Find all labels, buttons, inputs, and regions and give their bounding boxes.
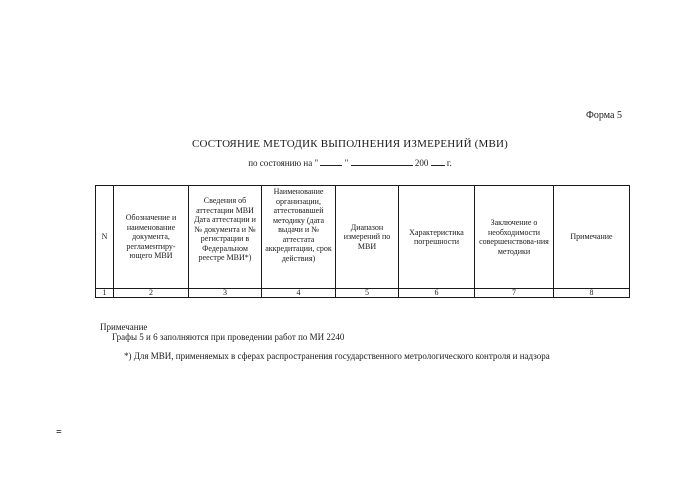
column-number: 4 xyxy=(262,289,336,298)
header-cell: Обозначение и наименование документа, регламентиру-ющего МВИ xyxy=(114,186,189,289)
form-label: Форма 5 xyxy=(586,110,622,121)
day-blank xyxy=(320,158,342,166)
column-number: 1 xyxy=(96,289,114,298)
as-of-quote: " xyxy=(344,158,349,168)
column-number: 7 xyxy=(475,289,554,298)
footnote: *) Для МВИ, применяемых в сферах распространения государственного метрологического контроля и надзора xyxy=(124,351,550,361)
as-of-prefix: по состоянию на " xyxy=(248,158,319,168)
month-blank xyxy=(351,158,413,166)
header-cell: Заключение о необходимости совершенствова-ния методики xyxy=(475,186,554,289)
header-cell: Характеристика погрешности xyxy=(399,186,475,289)
year-blank xyxy=(431,158,445,166)
header-cell: Сведения об аттестации МВИ Дата аттестации и № документа и № регистрации в Федеральном реестре МВИ*) xyxy=(189,186,262,289)
column-number: 6 xyxy=(399,289,475,298)
header-cell: Примечание xyxy=(554,186,630,289)
mvi-status-table xyxy=(95,185,630,298)
header-cell: N xyxy=(96,186,114,289)
column-number: 3 xyxy=(189,289,262,298)
as-of-date-line xyxy=(0,158,700,168)
as-of-suffix: г. xyxy=(446,158,452,168)
column-number: 8 xyxy=(554,289,630,298)
table-header-row xyxy=(96,186,630,289)
note-text: Графы 5 и 6 заполняются при проведении работ по МИ 2240 xyxy=(112,332,345,342)
header-cell: Диапазон измерений по МВИ xyxy=(336,186,399,289)
column-number-row xyxy=(96,289,630,298)
as-of-year: 200 xyxy=(414,158,429,168)
header-cell: Наименование организации, аттестовавшей методику (дата выдачи и № аттестата аккредитации, срок действия) xyxy=(262,186,336,289)
column-number: 2 xyxy=(114,289,189,298)
note-heading: Примечание xyxy=(100,322,148,332)
page-mark: = xyxy=(56,427,62,438)
document-title: СОСТОЯНИЕ МЕТОДИК ВЫПОЛНЕНИЯ ИЗМЕРЕНИЙ (МВИ) xyxy=(191,138,509,150)
column-number: 5 xyxy=(336,289,399,298)
